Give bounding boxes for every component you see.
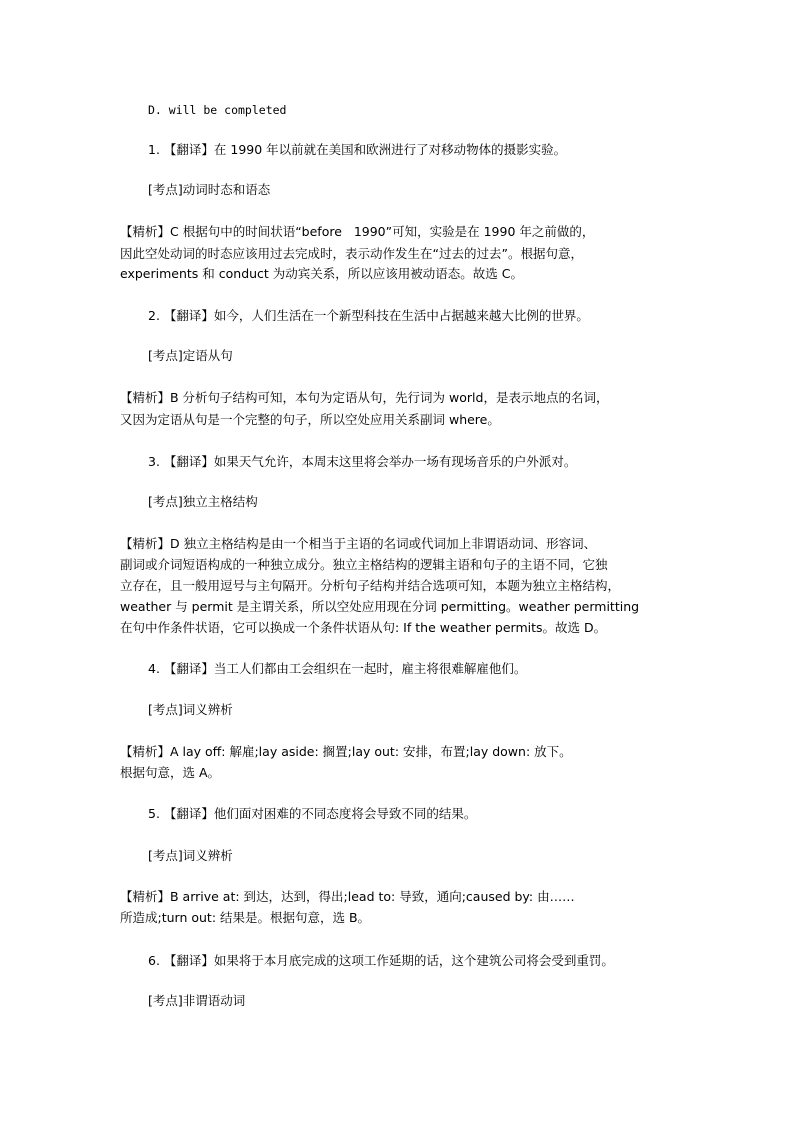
q1-point: [考点]动词时态和语态 [148, 182, 271, 197]
q3-point: [考点]独立主格结构 [148, 494, 258, 509]
q2-analysis-line-2: 又因为定语从句是一个完整的句子，所以空处应用关系副词 where。 [120, 412, 500, 427]
q4-analysis-line-2: 根据句意，选 A。 [120, 765, 221, 780]
q2-analysis-line-1: 【精析】B 分析句子结构可知，本句为定语从句，先行词为 world，是表示地点的名词， [120, 390, 609, 405]
q4-analysis-line-1: 【精析】A lay off: 解雇;lay aside: 搁置;lay out: 安排，布置;lay down: 放下。 [120, 744, 572, 759]
q3-analysis-line-5: 在句中作条件状语，它可以换成一个条件状语从句: If the weather permits。故选 D。 [120, 620, 607, 635]
q3-analysis-line-2: 副词或介词短语构成的一种独立成分。独立主格结构的逻辑主语和句子的主语不同，它独 [120, 557, 608, 572]
q6-point: [考点]非谓语动词 [148, 993, 246, 1008]
q3-analysis-line-1: 【精析】D 独立主格结构是由一个相当于主语的名词或代词加上非谓语动词、形容词、 [120, 536, 597, 551]
q5-analysis-line-2: 所造成;turn out: 结果是。根据句意，选 B。 [120, 910, 371, 925]
q1-analysis-line-2: 因此空处动词的时态应该用过去完成时，表示动作发生在“过去的过去”。根据句意， [120, 246, 583, 261]
q2-point: [考点]定语从句 [148, 348, 233, 363]
q1-analysis-line-3: experiments 和 conduct 为动宾关系，所以应该用被动语态。故选 C。 [120, 266, 524, 281]
q6-translation: 6. 【翻译】如果将于本月底完成的这项工作延期的话，这个建筑公司将会受到重罚。 [148, 953, 614, 968]
q3-translation: 3. 【翻译】如果天气允许，本周末这里将会举办一场有现场音乐的户外派对。 [148, 454, 577, 469]
q3-analysis-line-3: 立存在，且一般用逗号与主句隔开。分析句子结构并结合选项可知，本题为独立主格结构， [120, 578, 621, 593]
q3-analysis-line-4: weather 与 permit 是主谓关系，所以空处应用现在分词 permitting。weather permitting [120, 599, 640, 614]
q2-translation: 2. 【翻译】如今，人们生活在一个新型科技在生活中占据越来越大比例的世界。 [148, 308, 589, 323]
q4-point: [考点]词义辨析 [148, 702, 233, 717]
option-d: D. will be completed [148, 103, 287, 117]
q5-point: [考点]词义辨析 [148, 848, 233, 863]
q5-analysis-line-1: 【精析】B arrive at: 到达，达到，得出;lead to: 导致，通向;caused by: 由…… [120, 889, 575, 904]
q5-translation: 5. 【翻译】他们面对困难的不同态度将会导致不同的结果。 [148, 806, 477, 821]
q1-analysis-line-1: 【精析】C 根据句中的时间状语“before 1990”可知，实验是在 1990 年之前做的， [120, 224, 595, 239]
q1-translation: 1. 【翻译】在 1990 年以前就在美国和欧洲进行了对移动物体的摄影实验。 [148, 142, 567, 157]
q4-translation: 4. 【翻译】当工人们都由工会组织在一起时，雇主将很难解雇他们。 [148, 661, 527, 676]
